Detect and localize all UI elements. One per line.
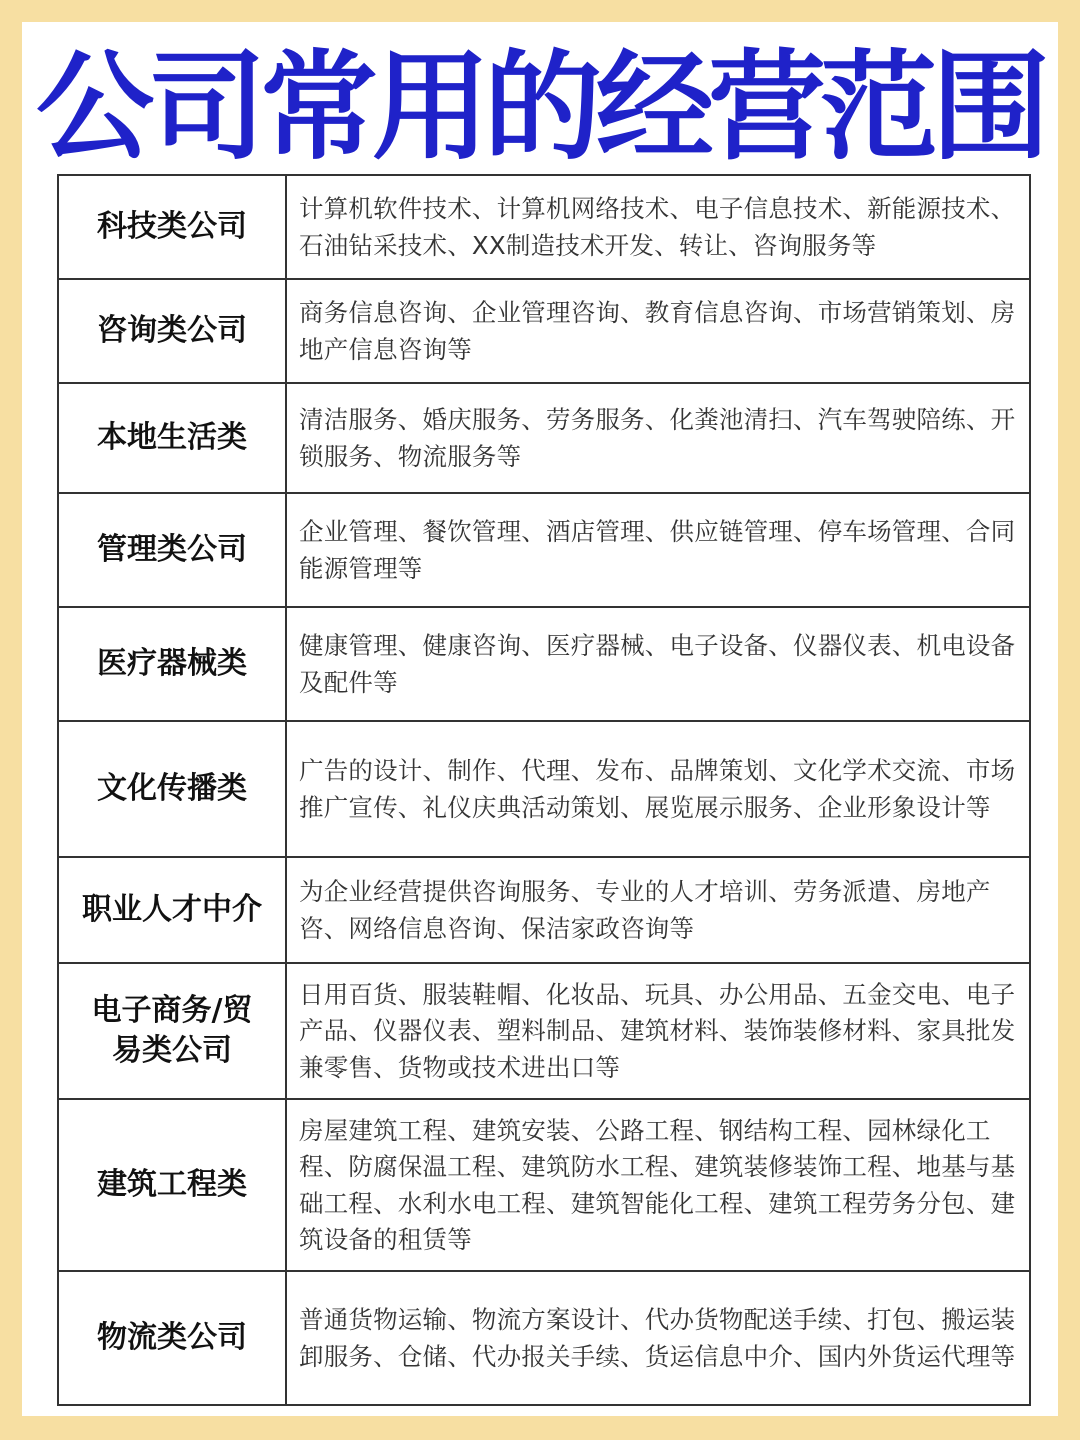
category-text: 电子商务/贸易类公司	[91, 993, 253, 1068]
scope-cell	[287, 722, 1029, 856]
category-cell: 管理类公司	[59, 494, 287, 606]
scope-text: 商务信息咨询、企业管理咨询、教育信息咨询、市场营销策划、房地产信息咨询等	[299, 298, 1016, 364]
scope-text: 广告的设计、制作、代理、发布、品牌策划、文化学术交流、市场推广宣传、礼仪庆典活动策划、展览展示服务、企业形象设计等	[299, 756, 1016, 822]
table-row	[59, 858, 1029, 964]
category-cell: 科技类公司	[59, 176, 287, 278]
business-scope-table	[57, 174, 1031, 1406]
content-card	[22, 22, 1058, 1416]
table-row	[59, 494, 1029, 608]
scope-cell	[287, 608, 1029, 720]
scope-cell	[287, 1100, 1029, 1270]
scope-cell	[287, 280, 1029, 382]
scope-cell	[287, 494, 1029, 606]
table-row	[59, 176, 1029, 280]
category-cell: 咨询类公司	[59, 280, 287, 382]
scope-text: 为企业经营提供咨询服务、专业的人才培训、劳务派遣、房地产咨、网络信息咨询、保洁家政咨询等	[299, 877, 991, 943]
table-row	[59, 280, 1029, 384]
scope-cell	[287, 964, 1029, 1098]
table-row	[59, 1272, 1029, 1406]
category-cell: 建筑工程类	[59, 1100, 287, 1270]
scope-text: 企业管理、餐饮管理、酒店管理、供应链管理、停车场管理、合同能源管理等	[299, 517, 1016, 583]
scope-text: 健康管理、健康咨询、医疗器械、电子设备、仪器仪表、机电设备及配件等	[299, 631, 1016, 697]
category-cell	[59, 964, 287, 1098]
table-row	[59, 384, 1029, 494]
scope-text: 普通货物运输、物流方案设计、代办货物配送手续、打包、搬运装卸服务、仓储、代办报关手续、货运信息中介、国内外货运代理等	[299, 1305, 1016, 1371]
scope-text: 房屋建筑工程、建筑安装、公路工程、钢结构工程、园林绿化工程、防腐保温工程、建筑防水工程、建筑装修装饰工程、地基与基础工程、水利水电工程、建筑智能化工程、建筑工程劳务分包、建筑设备的租赁等	[299, 1115, 1016, 1254]
scope-text: 清洁服务、婚庆服务、劳务服务、化粪池清扫、汽车驾驶陪练、开锁服务、物流服务等	[299, 405, 1016, 471]
scope-text: 日用百货、服装鞋帽、化妆品、玩具、办公用品、五金交电、电子产品、仪器仪表、塑料制品、建筑材料、装饰装修材料、家具批发兼零售、货物或技术进出口等	[299, 979, 1016, 1082]
table-row	[59, 722, 1029, 858]
scope-cell	[287, 1272, 1029, 1404]
scope-cell	[287, 176, 1029, 278]
table-row	[59, 964, 1029, 1100]
page-title: 公司常用的经营范围	[35, 38, 1044, 176]
category-cell: 职业人才中介	[59, 858, 287, 962]
scope-text: 计算机软件技术、计算机网络技术、电子信息技术、新能源技术、石油钻采技术、XX制造技术开发、转让、咨询服务等	[299, 194, 1016, 260]
table-row	[59, 1100, 1029, 1272]
scope-cell	[287, 384, 1029, 492]
category-cell: 文化传播类	[59, 722, 287, 856]
table-row	[59, 608, 1029, 722]
category-cell: 物流类公司	[59, 1272, 287, 1404]
scope-cell	[287, 858, 1029, 962]
category-cell: 医疗器械类	[59, 608, 287, 720]
category-cell: 本地生活类	[59, 384, 287, 492]
